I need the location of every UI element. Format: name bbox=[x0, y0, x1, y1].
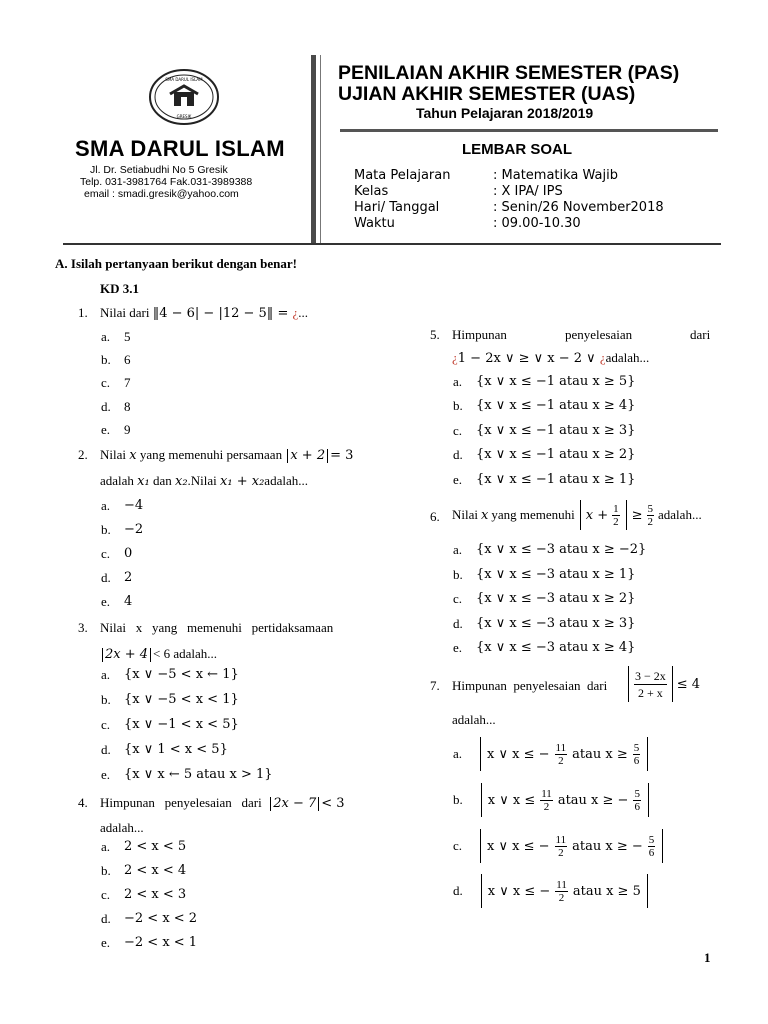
kd-label: KD 3.1 bbox=[100, 281, 139, 296]
q3-option-letter: e. bbox=[101, 767, 111, 782]
q3-option-letter: c. bbox=[101, 717, 111, 732]
q7-option-middle: atau x ≥ − bbox=[572, 838, 643, 854]
q5-option-letter: c. bbox=[453, 422, 463, 438]
q7-number: 7. bbox=[430, 678, 440, 693]
q6-option-value: {x ∨ x ≤ −3 atau x ≥ 4} bbox=[476, 640, 636, 656]
q1-option-value: 9 bbox=[124, 421, 131, 437]
abs-bar-left bbox=[102, 648, 103, 662]
q6-text2: yang memenuhi bbox=[491, 507, 575, 522]
brace-right bbox=[648, 783, 649, 817]
school-name: SMA DARUL ISLAM bbox=[75, 136, 285, 161]
q6-option-letter: e. bbox=[453, 640, 463, 656]
q2-stem-line2 bbox=[100, 473, 308, 489]
q2-x2: x₂ bbox=[175, 474, 188, 489]
q4-option-letter: a. bbox=[101, 839, 111, 854]
numerator: 11 bbox=[555, 833, 567, 846]
q3-number: 3. bbox=[78, 620, 88, 635]
header-bottom-rule bbox=[63, 243, 721, 245]
q6-option-value: {x ∨ x ≤ −3 atau x ≥ 3} bbox=[476, 615, 636, 631]
q3-option-letter: a. bbox=[101, 667, 111, 682]
header-divider-thin bbox=[320, 55, 321, 243]
q5-tail: adalah... bbox=[605, 350, 650, 365]
abs-bar-right bbox=[672, 666, 673, 702]
q3-option-value: {x ∨ 1 < x < 5} bbox=[124, 742, 228, 757]
q5-expression: 1 − 2x ∨ ≥ ∨ x − 2 ∨ bbox=[457, 351, 600, 366]
abs-bar-left bbox=[270, 797, 271, 811]
q4-expression: 2x − 7 bbox=[273, 796, 317, 811]
info-value-time: : 09.00-10.30 bbox=[493, 216, 581, 231]
q2-number: 2. bbox=[78, 447, 88, 462]
q6-rhs-fraction: $\frac{5}{2}$ bbox=[647, 502, 654, 528]
q5-option-letter: b. bbox=[453, 398, 463, 414]
denominator: 6 bbox=[648, 846, 655, 859]
q4-option-letter: b. bbox=[101, 863, 111, 878]
denominator: 6 bbox=[633, 754, 640, 767]
brace-left bbox=[480, 737, 481, 771]
denominator: 6 bbox=[634, 800, 640, 813]
q2-option-value: 4 bbox=[124, 594, 133, 609]
q2-stem-line1 bbox=[100, 447, 353, 463]
q2-x1: x₁ bbox=[137, 474, 150, 489]
q2-option-value: −2 bbox=[124, 522, 144, 537]
q7-option-middle: atau x ≥ bbox=[572, 746, 628, 762]
abs-bar-left bbox=[287, 449, 288, 463]
brace-right bbox=[647, 737, 648, 771]
brace-left bbox=[481, 783, 482, 817]
numerator: 11 bbox=[556, 878, 567, 891]
q6-var: x bbox=[481, 507, 489, 523]
q7-stem-line2: adalah... bbox=[452, 712, 496, 727]
title-underline bbox=[340, 129, 718, 132]
q4-stem-line1 bbox=[100, 795, 345, 811]
school-logo bbox=[148, 68, 220, 126]
q5-glyph1: ¿ bbox=[452, 350, 458, 365]
q2-text2: yang memenuhi persamaan bbox=[139, 447, 283, 462]
numerator: 11 bbox=[555, 741, 567, 754]
q2-line2d: adalah... bbox=[264, 473, 308, 488]
page-number: 1 bbox=[704, 950, 711, 965]
q2-line2b: dan bbox=[152, 473, 172, 488]
q1-option-value: 8 bbox=[124, 398, 131, 414]
q1-glyph: ¿ bbox=[292, 305, 299, 320]
q2-option-value: 2 bbox=[124, 570, 133, 585]
q7-option bbox=[453, 737, 650, 771]
exam-title-pas: PENILAIAN AKHIR SEMESTER (PAS) bbox=[338, 62, 680, 84]
info-value-subject: : Matematika Wajib bbox=[493, 168, 618, 183]
q7-option-letter: c. bbox=[453, 838, 463, 853]
numerator: 5 bbox=[633, 741, 640, 754]
q7-option-prefix: x ∨ x ≤ − bbox=[487, 838, 550, 854]
school-address: Jl. Dr. Setiabudhi No 5 Gresik bbox=[90, 164, 228, 176]
q2-var: x bbox=[129, 448, 137, 463]
q3-stem-line1: Nilai x yang memenuhi pertidaksamaan bbox=[100, 620, 334, 635]
q6-option-value: {x ∨ x ≤ −3 atau x ≥ 2} bbox=[476, 591, 636, 607]
q2-sum: x₁ + x₂ bbox=[220, 474, 265, 489]
q7-option-middle: atau x ≥ 5 bbox=[572, 883, 641, 899]
q5-word3: dari bbox=[690, 327, 711, 342]
q2-line2c: .Nilai bbox=[187, 473, 217, 488]
q7-option-prefix: x ∨ x ≤ − bbox=[487, 883, 551, 899]
q3-expression: 2x + 4 bbox=[105, 647, 149, 662]
q1-text: Nilai dari bbox=[100, 305, 150, 320]
q6-option-letter: c. bbox=[453, 591, 463, 607]
q5-option-value: {x ∨ x ≤ −1 atau x ≥ 3} bbox=[476, 422, 636, 438]
q4-option-value: −2 < x < 1 bbox=[124, 935, 198, 950]
q3-option-letter: d. bbox=[101, 742, 111, 757]
q2-option-value: 0 bbox=[124, 546, 133, 561]
q1-option-value: 7 bbox=[124, 375, 131, 391]
q5-option-letter: a. bbox=[453, 374, 463, 389]
q7-option-prefix: x ∨ x ≤ bbox=[487, 792, 536, 808]
q2-equals: = 3 bbox=[330, 448, 354, 463]
sheet-title: LEMBAR SOAL bbox=[462, 141, 572, 158]
q7-option-fraction bbox=[555, 742, 568, 767]
q7-option-fraction bbox=[633, 788, 641, 813]
q1-number: 1. bbox=[78, 305, 88, 320]
denominator: 2 bbox=[543, 800, 550, 813]
q1-expression: ‖4 − 6| − |12 − 5‖ = bbox=[152, 306, 293, 321]
q4-option-value: 2 < x < 3 bbox=[124, 887, 187, 902]
q7-option-fraction bbox=[555, 834, 568, 859]
brace-left bbox=[480, 829, 481, 863]
q2-option-letter: a. bbox=[101, 498, 111, 513]
academic-year: Tahun Pelajaran 2018/2019 bbox=[416, 105, 594, 121]
q2-option-value: −4 bbox=[124, 498, 144, 513]
q4-option-value: 2 < x < 5 bbox=[124, 839, 187, 854]
info-label-date: Hari/ Tanggal bbox=[354, 200, 440, 215]
q7-option bbox=[453, 874, 650, 908]
brace-left bbox=[481, 874, 482, 908]
q2-option-letter: c. bbox=[101, 546, 111, 561]
abs-bar-left bbox=[628, 666, 629, 702]
q6-x: x + bbox=[585, 507, 609, 523]
q7-text: Himpunan penyelesaian dari bbox=[452, 678, 608, 693]
q1-option-letter: a. bbox=[101, 329, 111, 344]
q3-stem-line2 bbox=[100, 646, 217, 662]
q3-inequality: < 6 adalah... bbox=[153, 646, 218, 661]
q5-stem-line2 bbox=[452, 350, 649, 366]
q2-option-letter: b. bbox=[101, 522, 111, 537]
q7-expression bbox=[626, 666, 700, 702]
q5-option-letter: e. bbox=[453, 471, 463, 487]
abs-bar-right bbox=[150, 648, 151, 662]
q5-option-value: {x ∨ x ≤ −1 atau x ≥ 5} bbox=[476, 374, 636, 389]
section-heading: A. Isilah pertanyaan berikut dengan benar! bbox=[55, 256, 297, 271]
q4-option-value: −2 < x < 2 bbox=[124, 911, 198, 926]
q2-expression: x + 2 bbox=[290, 448, 326, 463]
q5-word1: Himpunan bbox=[452, 327, 507, 342]
school-phone: Telp. 031-3981764 Fak.031-3989388 bbox=[80, 176, 253, 188]
q3-option-value: {x ∨ −1 < x < 5} bbox=[124, 717, 239, 732]
school-email: email : smadi.gresik@yahoo.com bbox=[84, 188, 239, 200]
q6-fraction: $\frac{1}{2}$ bbox=[613, 502, 619, 528]
logo-top-text: SMA DARUL ISLAM bbox=[165, 77, 203, 82]
numerator: 11 bbox=[541, 787, 552, 800]
info-value-date: : Senin/26 November2018 bbox=[493, 200, 664, 215]
q6-option-value: {x ∨ x ≤ −3 atau x ≥ −2} bbox=[476, 542, 647, 557]
q6-stem bbox=[452, 500, 702, 530]
q7-option-fraction bbox=[540, 788, 553, 813]
q4-stem-line2: adalah... bbox=[100, 820, 144, 835]
q1-option-letter: c. bbox=[101, 375, 111, 391]
q7-inequality: ≤ 4 bbox=[676, 676, 701, 692]
q5-option-letter: d. bbox=[453, 447, 463, 463]
header-divider-thick bbox=[311, 55, 316, 243]
q1-stem bbox=[100, 305, 308, 321]
q4-option-value: 2 < x < 4 bbox=[124, 863, 187, 878]
q4-number: 4. bbox=[78, 795, 88, 810]
q7-option-letter: a. bbox=[453, 746, 463, 761]
q7-option-fraction bbox=[555, 879, 568, 904]
abs-bar-right bbox=[626, 500, 627, 530]
abs-bar-right bbox=[327, 449, 328, 463]
denominator: 2 bbox=[558, 754, 564, 767]
q7-option-prefix: x ∨ x ≤ − bbox=[487, 746, 550, 762]
brace-right bbox=[647, 874, 648, 908]
q7-option bbox=[453, 829, 665, 863]
brace-right bbox=[662, 829, 663, 863]
q5-option-value: {x ∨ x ≤ −1 atau x ≥ 4} bbox=[476, 398, 636, 414]
q6-option-value: {x ∨ x ≤ −3 atau x ≥ 1} bbox=[476, 566, 636, 582]
q7-option-letter: d. bbox=[453, 883, 463, 898]
q7-option bbox=[453, 783, 651, 817]
q5-word2: penyelesaian bbox=[565, 327, 633, 342]
q1-option-value: 6 bbox=[124, 352, 131, 368]
info-label-time: Waktu bbox=[354, 216, 395, 231]
q3-option-value: {x ∨ −5 < x < 1} bbox=[124, 692, 239, 707]
q4-option-letter: c. bbox=[101, 887, 111, 902]
q7-option-letter: b. bbox=[453, 792, 463, 807]
q6-option-letter: d. bbox=[453, 615, 463, 631]
q3-option-letter: b. bbox=[101, 692, 111, 707]
q3-option-value: {x ∨ x ← 5 atau x > 1} bbox=[124, 767, 273, 782]
q2-text: Nilai bbox=[100, 447, 126, 462]
info-value-class: : X IPA/ IPS bbox=[493, 184, 563, 199]
q6-text: Nilai bbox=[452, 507, 478, 522]
q3-option-value: {x ∨ −5 < x ← 1} bbox=[124, 667, 239, 682]
numerator: 5 bbox=[648, 833, 655, 846]
info-label-class: Kelas bbox=[354, 184, 389, 199]
abs-bar-right bbox=[318, 797, 319, 811]
denominator: 2 bbox=[558, 846, 564, 859]
q6-ge: ≥ bbox=[631, 507, 643, 523]
abs-bar-left bbox=[580, 500, 581, 530]
q7-option-fraction bbox=[648, 834, 656, 859]
q7-fraction: $\frac{3 - 2x}{2 + x}$ bbox=[635, 668, 666, 700]
q1-tail: ... bbox=[298, 305, 308, 320]
q5-number: 5. bbox=[430, 327, 440, 342]
q4-text: Himpunan penyelesaian dari bbox=[100, 795, 262, 810]
q4-inequality: < 3 bbox=[321, 796, 345, 811]
numerator: 5 bbox=[634, 787, 640, 800]
q6-option-letter: a. bbox=[453, 542, 463, 557]
q5-glyph2: ¿ bbox=[599, 350, 606, 365]
logo-bottom-text: GRESIK bbox=[176, 114, 192, 119]
q6-tail: adalah... bbox=[658, 507, 702, 522]
info-label-subject: Mata Pelajaran bbox=[354, 168, 451, 183]
q2-option-letter: e. bbox=[101, 594, 111, 609]
q1-option-letter: b. bbox=[101, 352, 111, 368]
q1-option-letter: d. bbox=[101, 398, 111, 414]
q1-option-letter: e. bbox=[101, 421, 111, 437]
q5-option-value: {x ∨ x ≤ −1 atau x ≥ 2} bbox=[476, 447, 636, 463]
q4-option-letter: e. bbox=[101, 935, 111, 950]
exam-title-uas: UJIAN AKHIR SEMESTER (UAS) bbox=[338, 83, 636, 105]
q1-option-value: 5 bbox=[124, 329, 131, 344]
q7-option-fraction bbox=[633, 742, 641, 767]
q4-option-letter: d. bbox=[101, 911, 111, 926]
denominator: 2 bbox=[558, 891, 565, 904]
q2-option-letter: d. bbox=[101, 570, 111, 585]
q6-option-letter: b. bbox=[453, 566, 463, 582]
q2-line2a: adalah bbox=[100, 473, 134, 488]
q6-number: 6. bbox=[430, 509, 440, 524]
q7-option-middle: atau x ≥ − bbox=[557, 792, 629, 808]
q5-option-value: {x ∨ x ≤ −1 atau x ≥ 1} bbox=[476, 471, 636, 487]
